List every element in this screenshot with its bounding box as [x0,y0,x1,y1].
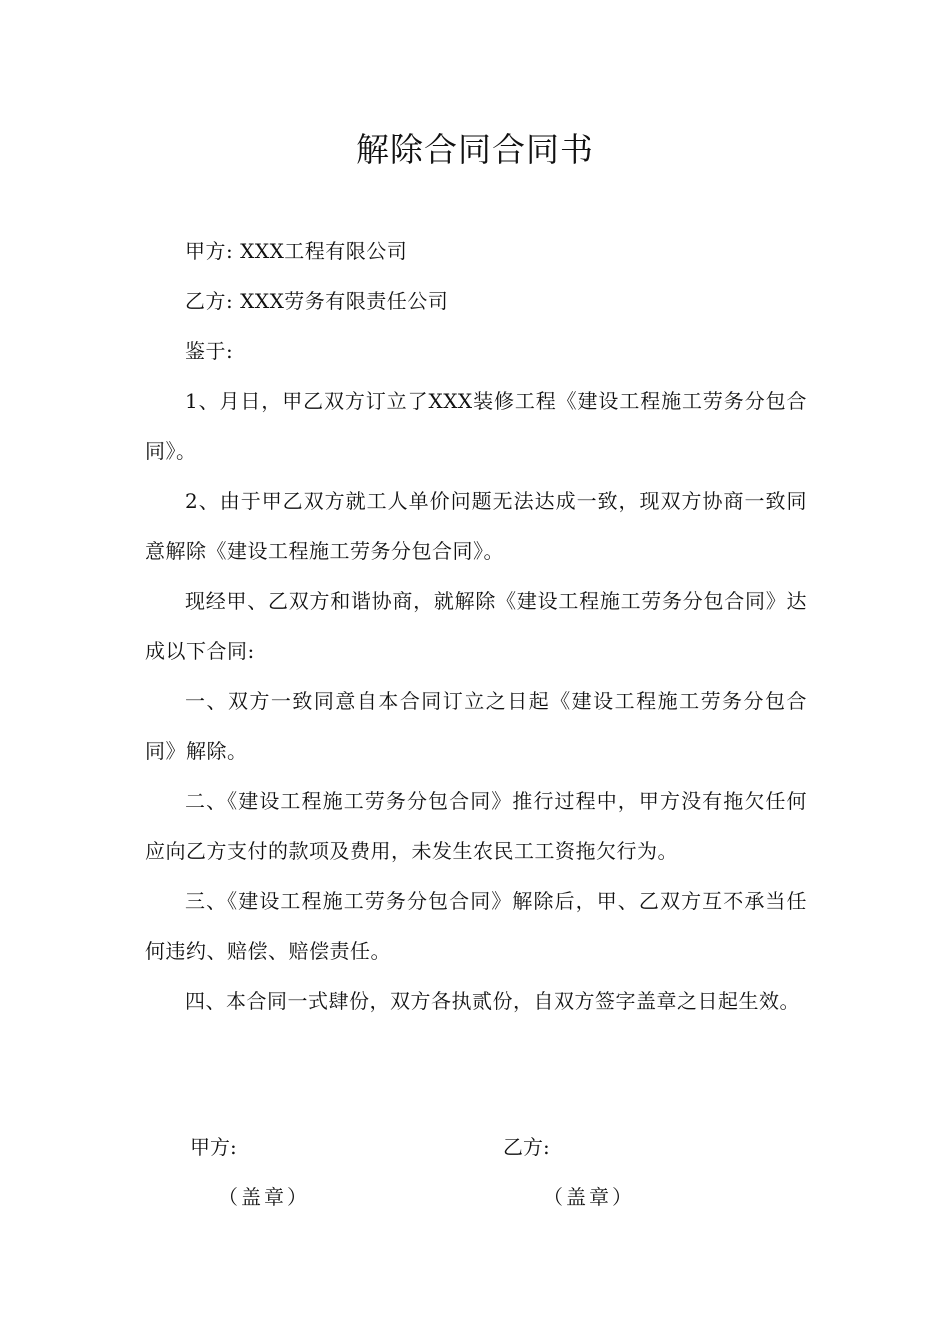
party-a-line: 甲方: XXX工程有限公司 [185,239,408,263]
paragraph-clause-3: 三、《建设工程施工劳务分包合同》解除后，甲、乙双方互不承当任何违约、赔偿、赔偿责任。 [145,889,807,963]
party-b-line: 乙方: XXX劳务有限责任公司 [185,289,449,313]
seal-party-b: （盖章） [543,1185,635,1209]
paragraph-clause-4: 四、本合同一式肆份，双方各执贰份，自双方签字盖章之日起生效。 [185,989,800,1013]
paragraph-recital-2: 2、由于甲乙双方就工人单价问题无法达成一致，现双方协商一致同意解除《建设工程施工劳务分包合同》。 [145,489,807,563]
signature-party-a-label: 甲方: [190,1135,237,1159]
paragraph-intro: 现经甲、乙双方和谐协商，就解除《建设工程施工劳务分包合同》达成以下合同: [145,589,807,663]
paragraph-recital-1: 1、月日，甲乙双方订立了XXX装修工程《建设工程施工劳务分包合同》。 [145,389,807,463]
signature-party-b-label: 乙方: [503,1135,550,1159]
document-body [145,226,807,1026]
paragraph-clause-2: 二、《建设工程施工劳务分包合同》推行过程中，甲方没有拖欠任何应向乙方支付的款项及费用，未发生农民工工资拖欠行为。 [145,789,807,863]
document-title: 解除合同合同书 [356,130,594,169]
whereas-line: 鉴于: [185,339,234,363]
paragraph-clause-1: 一、双方一致同意自本合同订立之日起《建设工程施工劳务分包合同》解除。 [145,689,807,763]
seal-party-a: （盖章） [218,1185,310,1209]
